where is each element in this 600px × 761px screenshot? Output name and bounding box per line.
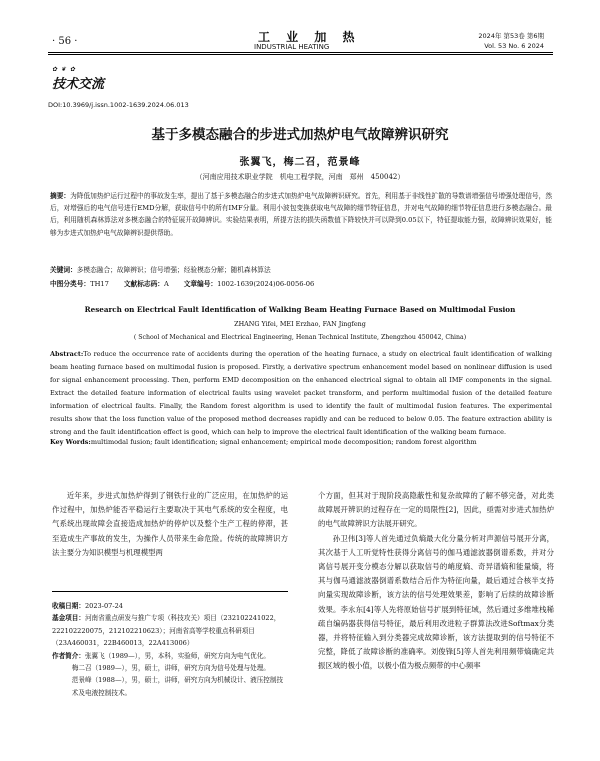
abstract-en-text: To reduce the occurrence rate of accidents during the operation of the heating furnace, a study on electrical fault identification of walking beam heating furnace based on multimodal fusion is proposed. Firstly, a derivative spectrum enhancement model based on nonlinear diffusion is used for signal enhancement processing. Then, perform EMD decomposition on the enhanced electrical signal to obtain all IMF components in the signal. Extract the detailed feature information of electrical faults using wavelet packet transform, and perform multimodal fusion of the detailed feature information of electrical faults. Finally, the Random forest algorithm is used to identify the fault of multimodal fusion features. The experimental results show that the loss function value of the proposed method decreases rapidly and can be reduced to below 0.05. The feature extraction ability is strong and the fault identification effect is good, which can help to improve the electrical fault identification of the walking beam furnace. <box>50 350 552 436</box>
abstract-en-label: Abstract: <box>50 350 84 358</box>
affiliation: （河南应用技术职业学院 机电工程学院，河南 郑州 450042） <box>195 173 405 181</box>
body-paragraph: 孙卫伟[3]等人首先通过负熵最大化分量分析对声源信号展开分离，其次基于人工听觉特性获得分离信号的伽马通滤波器倒谱系数，并对分离信号展开变分模态分解以获取信号的峭度熵、奇异谱熵和能量熵，将其与伽马通滤波器倒谱系数结合后作为特征向量，最后通过合核半支持向量实现故障诊断，该方法的信号处理效果差，影响了后续的故障诊断效果。李永东[4]等人先将原始信号扩展到特征域，然后通过多维堆栈稀疏自编码器获得信号特征，最后利用改进粒子群算法改进Softmax分类器，并将特征输入到分类器完成故障诊断，该方法提取到的信号特征不完整，降低了故障诊断的准确率。刘俊锋[5]等人首先利用频带熵确定共振区域的极小值，以极小值为极点频带的中心频率 <box>318 533 554 671</box>
author-label: 作者简介： <box>52 651 85 660</box>
classification-line <box>50 278 552 290</box>
author-note <box>52 650 288 662</box>
footnotes <box>52 600 288 699</box>
author-1: 张翼飞（1989—），男，本科，实验师，研究方向为电气优化。 <box>84 651 270 660</box>
doc-code-value: A <box>163 280 169 288</box>
fund-label: 基金项目： <box>52 614 85 623</box>
body-left-column <box>52 489 288 560</box>
header-rule <box>48 52 553 53</box>
journal-title-en: INDUSTRIAL HEATING <box>254 43 330 51</box>
body-paragraph: 近年来，步进式加热炉得到了钢铁行业的广泛应用，在加热炉的运作过程中，加热炉能否平稳运行主要取决于其电气系统的安全程度，电气系统出现故障会直接造成加热炉的停炉以及整个生产工程的停滞，甚至造成生产事故的发生，为操作人员带来生命危险。传统的故障辨识方法主要分为知识模型与机理模型两 <box>52 491 288 557</box>
keywords-cn-label: 关键词： <box>50 266 77 274</box>
author-2: 梅二召（1989—），男，硕士，讲师，研究方向为信号处理与处理。 <box>71 664 270 673</box>
received-note <box>52 600 288 612</box>
english-authors: ZHANG Yifei, MEI Erzhao, FAN Jingfeng <box>234 320 366 328</box>
abstract-en <box>50 348 552 439</box>
article-no-label: 文章编号： <box>183 280 218 288</box>
received-date: 2023-07-24 <box>84 602 123 610</box>
abstract-cn <box>50 190 552 239</box>
doc-code-label: 文献标志码： <box>123 280 164 288</box>
abstract-cn-text: 为降低加热炉运行过程中的事故发生率，提出了基于多模态融合的步进式加热炉电气故障辨识研究。首先，利用基于非线性扩散的导数谱增强信号增强处理信号，然后，对增强后的电气信号进行EMD分解，获取信号中的所有IMF分量。利用小波包变换获取电气故障的细节特征信息，并对电气故障的细节特征信息进行多模态融合。最后，利用随机森林算法对多模态融合的特征展开故障辨识。实验结果表明，所提方法的损失函数值下降较快并可以降到0.05以下，特征提取能力强，故障辨识效果好，能够为步进式加热炉电气故障辨识提供帮助。 <box>50 192 553 237</box>
journal-title-cn: 工 业 加 热 <box>258 30 361 44</box>
header-rule-thin <box>48 54 553 55</box>
fund-text: 河南省重点研发与推广专项（科技攻关）项目（232102241022，222102220075，212102210623）；河南省高等学校重点科研项目（23A460031，22B460013，22A413006） <box>52 614 281 648</box>
keywords-cn-text: 多模态融合；故障辨识；信号增强；经验模态分解；随机森林算法 <box>76 266 271 274</box>
column-label-text: 技术交流 <box>52 77 105 92</box>
keywords-en-label: Key Words: <box>50 438 91 446</box>
keywords-en-text: multimodal fusion; fault identification; signal enhancement; empirical mode decomposition; random forest algorithm <box>90 438 477 446</box>
issue-info-cn: 2024年 第53卷 第6期 <box>478 32 544 40</box>
clc-value: TH17 <box>90 280 109 288</box>
english-affiliation: ( School of Mechanical and Electrical Engineering, Henan Technical Institute, Zhengzhou 450042, China) <box>133 334 467 341</box>
column-label <box>52 66 104 92</box>
keywords-en <box>50 436 552 448</box>
article-title: 基于多模态融合的步进式加热炉电气故障辨识研究 <box>151 127 449 143</box>
body-right-column <box>318 489 554 674</box>
footnote-rule <box>52 591 288 592</box>
body-paragraph: 个方面，但其对于现阶段高隐蔽性和复杂故障的了解不够完备，对此类故障展开辨识的过程存在一定的局限性[2]，因此，亟需对步进式加热炉的电气故障辨识方法展开研究。 <box>318 491 554 529</box>
author-3: 范景峰（1988—），男，硕士，讲师，研究方向为机械设计、液压控制技术及电液控制技术。 <box>71 676 284 697</box>
keywords-cn <box>50 264 552 276</box>
received-label: 收稿日期： <box>52 602 85 610</box>
article-no-value: 1002-1639(2024)06-0056-06 <box>217 280 315 288</box>
doi: DOI:10.3969/j.issn.1002-1639.2024.06.013 <box>48 101 189 109</box>
fund-note <box>52 612 288 649</box>
decoration-icon: ✿ ❦ ✿ <box>52 66 76 73</box>
english-title: Research on Electrical Fault Identification of Walking Beam Heating Furnace Based on Multimodal Fusion <box>84 305 516 314</box>
abstract-cn-label: 摘要： <box>50 192 71 200</box>
authors: 张翼飞，梅二召，范景峰 <box>239 157 361 168</box>
clc-label: 中图分类号： <box>50 280 91 288</box>
page-number: · 56 · <box>52 36 78 47</box>
issue-info-en: Vol. 53 No. 6 2024 <box>484 42 544 50</box>
